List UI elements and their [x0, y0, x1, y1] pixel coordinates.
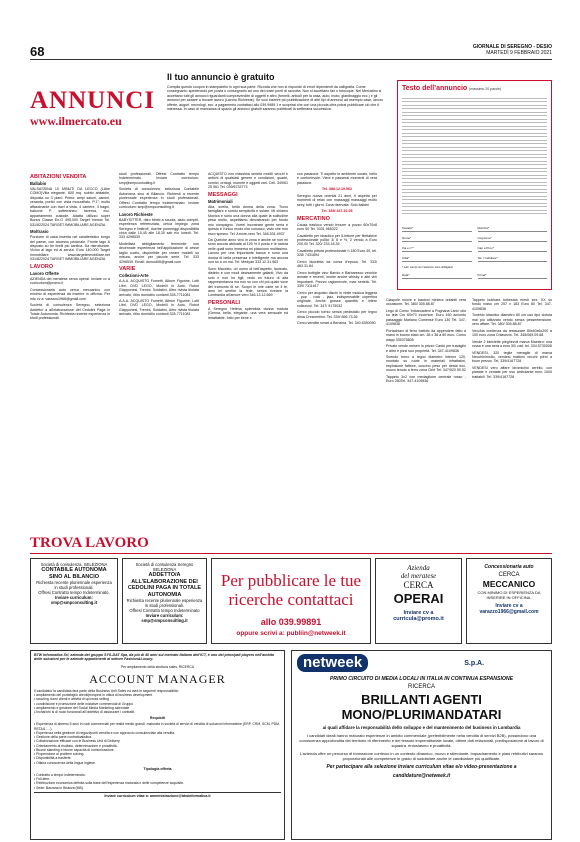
- netweek-email[interactable]: candidature@netweek.it: [392, 773, 451, 780]
- list-item: ACQUISTO con massima serietà mobili vecchi e antichi di qualsiasi genere e condizioni, quadri, cornici, orologi, monete e oggetti vari. Cell. 349/61 25 061 Tel. 039/6733773: [208, 172, 288, 190]
- manager-contact[interactable]: Inviare curriculum vitae a: amministrazione@btwinformatica.it: [34, 792, 281, 798]
- subsection-moltrasio: Moltrasio: [30, 229, 49, 235]
- list-item: Svendo torno a legno diametro interno 120, montato su ruote in materiali infrattatori, esplosione fattrice, cuscino peso per desta ecc. nuovo tenuto a ferro zona Cirié Tel. 347/920 50.52: [386, 354, 466, 373]
- section-personali: PERSONALI: [208, 299, 241, 306]
- section-messaggi: MESSAGGI: [208, 191, 238, 198]
- section-varie: VARIE: [119, 266, 136, 273]
- journal-name: GIORNALE DI SEREGNO - DESIO: [472, 44, 552, 50]
- netweek-tagline: PRIMO CIRCUITO DI MEDIA LOCALI IN ITALIA IN CONTINUA ESPANSIONE: [329, 676, 514, 682]
- section-lavoro: LAVORO: [30, 263, 54, 270]
- netweek-contact-line: Per partecipare alla selezione inviare curriculum vitae e/o video-presentazione a: [326, 763, 517, 770]
- list-item: Ciaspole nuove e bastoni miniera ontabili vera occasione. Tel. 380/ 305.88.87: [386, 298, 466, 307]
- list-item: studi professionali. Offresi Contratto tempo Indeterminato. Inviare curriculum: smp@smpconsulting.it: [119, 172, 199, 185]
- netweek-sub: ai quali affidare la responsabilità dello sviluppo e del mantenimento del business in Lombardia: [322, 724, 521, 730]
- netweek-spa: S.p.A.: [464, 659, 485, 667]
- job-ad-line: CERCA: [498, 572, 520, 578]
- coupon-fields: [402, 226, 547, 283]
- coupon-title-text: Testo dell’annuncio: [402, 85, 468, 92]
- field-data[interactable]: Data*: [402, 273, 472, 279]
- manager-title: ACCOUNT MANAGER: [89, 671, 226, 686]
- job-ad-role: MECCANICO: [482, 579, 536, 589]
- job-ad-role: ADDETTO/A ALL’ELABORAZIONE DEI CEDOLINI PAGA IN TOTALE AUTONOMIA: [127, 572, 202, 598]
- column-1: [30, 172, 110, 323]
- issue-date: MARTEDÌ 9 FEBBRAIO 2021: [486, 50, 552, 56]
- list-item: AZIENDA del meratese cerca operai. Inviare cv a curriculum@promo.it: [30, 276, 110, 286]
- job-ad-role: OPERAI: [393, 591, 444, 606]
- page-header: [30, 44, 552, 60]
- section-mercatino: MERCATINO: [297, 215, 330, 222]
- manager-responsibilities: • ampliamento del portafoglio clienti/prospect in ottica di business development • scouting nuovi clienti e attività di up/cross selling • condivisione e promozione delle iniziative commerciali di Gruppo • ampliamento e gestione del Social Media Marketing aziendale L’incharichi si di ruolo funzionali all’obiettivo di assicurare i contratti.: [34, 693, 153, 715]
- list-item: A.A.A. ACQUISTO Fumetti, Album Figurine, Lotti Libri, DVD LEGO, Modelli in Auto, Robot Giapponesi, Trenini, Soldatini, Altro rivista titolata arrivato, ritiro domicilio contanti 328-7711081: [119, 298, 199, 317]
- list-item: Cerco per acquisto dischi in vinile musica leggera - pop - rock - jazz, indispensabile copertina originale. Anche grosse quantità e intere collezioni. Tel. 347/ 9175032: [297, 290, 377, 308]
- job-ad-line: CON MINIMO DI ESPERIENZA DA INSERIRE IN OFFICINA.: [477, 590, 541, 600]
- free-ad-info: [167, 72, 387, 157]
- list-item: Da Quelche anno vivo in zona e anche se non mi sono ancora abituata al 100 % il posto e le natura nelle quali sono immersa mi piacciono moltissimo. Lavoro per una importante banca e sono una donna di bella presenza e intelligente ma ancora non so a un ma. Tel. Medyan 333.12.31.963: [208, 237, 288, 265]
- netweek-text-1: I candidati ideali hanno maturato esperienze in ambito commerciale (preferibilmente nella vendita di servizi B2B), possiedono una conoscenza approfondita del territorio di riferimento e del tessuto imprenditoriale locale, ottime doti relazionali, predisposizione al lavoro di squadra, entusiasmo e proattività.: [299, 732, 544, 748]
- field-cap[interactable]: Cap e Prov.*: [478, 246, 548, 252]
- list-item: Cerco bicicletta da corsa d’epoca. Tel. 333/ 463.31.84: [297, 259, 377, 269]
- publish-headline: Per pubblicare le tue ricerche contattaci: [220, 571, 362, 609]
- job-ad-meccanico: [466, 558, 552, 644]
- job-ad-operai: [375, 558, 462, 644]
- job-ad-email[interactable]: smp@smpconsulting.it: [50, 600, 98, 605]
- phone-number: Tel. 388.12.19.962: [322, 187, 352, 192]
- job-ad-line: Concessionaria auto: [484, 564, 534, 570]
- job-ad-line: Azienda: [407, 564, 430, 572]
- list-item: Tappeto 3x2 con medaglione centrale rosso - Euro 280Tel. 347-4109836: [386, 374, 466, 384]
- job-ad-role: CONTABILE AUTONOMA SINO AL BILANCIO: [41, 567, 107, 580]
- job-ad-line: Società di consulenza, SELEZIONA: [40, 562, 108, 567]
- netweek-text-2: L’azienda offre un percorso di formazione continuo in un contesto dinamico, nuovo e stimolante. Inquadramento e piani retributivi saranno proporzionati alle competenze in grado di soddisfare anche le candidature più qualificate.: [299, 750, 544, 761]
- job-ad-line: Richiesta recente pluriennale esperienza in studi professionali.: [36, 580, 112, 590]
- manager-requirements: • Esperienza di almeno 5 anni in ruoli commerciali per realtà medio grandi, maturata in società di servizi di vendita di soluzioni informatiche (ERP, CRM, SCM, PDM, RETAIL, ...). • Esperienza nella gestione di negozi/punti vendita e con approccio consulenziale alla vendita. • Gestione della parte contrattualistica. • Collaborazione efficace con le Business Unit di Delivery. • Orientamento al risultato, determinazione e proattività. • Buone standing e buone capacità di comunicazione. • Propensione al problem solving. • Disponibilità a trasferte. • Ottima conoscenza della lingua inglese.: [34, 722, 280, 765]
- list-item: Causa trasloco vendo frezzer a pozzo 60x70x8 euro 50 Tel. 0331.965322: [297, 222, 377, 232]
- trova-lavoro-heading: TROVA LAVORO: [30, 535, 149, 551]
- ad-coupon-form: [397, 80, 552, 290]
- list-item: Vende 2 biciclette pieghevoli marca Maestro: una rossa e una nera a euro 50/ cad. tel. 334.5730008: [472, 339, 552, 349]
- coupon-note: * tutti i campi con l’asterisco sono obbligatori: [402, 266, 454, 269]
- column-5: [386, 298, 466, 386]
- list-item: Portachiavi di ferro battuto da appendere fatto a mano in buono stato cm. 38 x 38 a 60 euro. Como wapp 335375808: [386, 328, 466, 342]
- field-firma[interactable]: Firma*: [478, 273, 548, 279]
- column-2: [119, 172, 199, 319]
- manager-requisiti-heading: Requisiti: [149, 716, 166, 721]
- job-ad-line: Società di consulenza Seregno SELEZIONA: [135, 562, 194, 572]
- section-abitazioni: ABITAZIONI VENDITA: [30, 174, 87, 180]
- subsection-lavoro-richieste: Lavoro Richieste: [119, 211, 153, 217]
- field-via[interactable]: Via e n°*: [402, 246, 472, 252]
- list-item: Privato vende mesen in prizzo Cantù per travaglio e altro e pizzi suo proprietà. Tel. 347-4109836: [386, 344, 466, 353]
- manager-subtitle: Per ampliamento della struttura sales, RICERCA: [120, 664, 195, 669]
- column-3: [208, 172, 288, 322]
- subsection-ballabio: Ballabio: [30, 181, 47, 186]
- subsection-matrimoniali: Matrimoniali: [208, 198, 233, 204]
- list-item: A Seregno Helena splendida donna matura (Genna, bella, elegante, una vera sensuale ed intrattabile, tutto per bene e: [208, 306, 288, 320]
- column-6: [472, 298, 552, 381]
- job-ad-line: Inviare curriculum:: [55, 595, 93, 600]
- job-ad-line: Offresi Contratto tempo Indeterminato.: [38, 590, 110, 595]
- list-item: Vecchia credenza da restaurare 80x40x6x200 a 100 euro zona Chiavezio. Tel. 345/069.09.68: [472, 328, 552, 338]
- job-ad-email[interactable]: curricula@promo.it: [393, 616, 444, 622]
- divider: [30, 553, 552, 554]
- job-ad-line: Richiesta recente pluriennale esperienza in studi professionali.: [126, 598, 203, 608]
- coupon-text-lines[interactable]: [402, 95, 547, 214]
- list-item: Cerco piccolo tornio senza piedistallo per legno dima Crescentino. Tel. 339/ 866.73.36: [297, 310, 377, 319]
- netweek-ad: [291, 650, 552, 840]
- field-cognome[interactable]: Cognome*: [478, 236, 548, 242]
- coupon-title: [402, 85, 547, 92]
- list-item: VENDESI vero affare idromichio cerello, con pianale e ventate per uso ambulante euro 1000 trattabili. Tel. 339/4167728: [472, 365, 552, 379]
- list-item: Tonbhio idraulico diametro 80 cm uso tipo ciotola mai più utilizzato vendo senza pessertensione, vero affare. Tel. 380/ 305.88.87: [472, 313, 552, 327]
- list-item: BABYSITTER, ritiro bimbi a scuola, aiuto compiti, esperienza referenziata, cerca impiego zona Seregno e limitrofi, due/tre pomeriggi disponibilità circa dalle 15,45 alle 18,30 sab e/o lunedì. Tel. 333 4296539: [119, 217, 199, 240]
- job-ad-contabile: [30, 558, 118, 644]
- list-item: Seregno nuova oriental 21 anni, ti aspetta per momenti di relax con massaggi massaggi molto sexy, tutti i giorni. Zona riservata. Solo italiani: [297, 193, 377, 207]
- list-item: Tappeto bukhara turkestan mesh sez. XX su fondo rosso cm 257 x 183 Euro 80 Tel. 347-4109836: [472, 298, 552, 311]
- list-item: Sono Maurizio, un uomo di bell’aspetto, laureato, distinto e con modi decisamente galanti; Vivo da solo e non ho figli, vedo un futuro di alta rappresentanza ma non so con chi poi quale voce del tramonto di se. Scopri le mie carte se il te, amo lei sentire la fede, senza rivelare la Lombardia all’amore vero 346.13.12.669: [208, 266, 288, 298]
- annunci-title: ANNUNCI: [30, 87, 156, 114]
- netweek-role-1: BRILLANTI AGENTI: [361, 691, 482, 707]
- list-item: Cerco vendite smart a Benzina. Tel. 340.5350090: [297, 321, 376, 326]
- publish-contact-ad: [211, 558, 371, 644]
- subsection-lavoro-offerte: Lavoro Offerte: [30, 270, 59, 276]
- list-item: VENDESI, 320 teglie meraglie di marca Necchinimolto, vendesi mattoni vecchi pieni a buon prezzo. Tel. 339/4167728: [472, 350, 552, 364]
- column-4: [297, 172, 377, 328]
- job-ad-line: Inviare cv a: [495, 603, 523, 609]
- page-number: 68: [30, 44, 45, 59]
- publish-email[interactable]: oppure scrivi a: publiin@netweek.it: [236, 630, 346, 637]
- field-testata[interactable]: Testata*: [402, 226, 472, 232]
- job-ad-line: Offresi Contratto tempo Indeterminato: [129, 608, 200, 613]
- journal-masthead: [473, 44, 552, 56]
- field-rubrica[interactable]: Rubrica*: [478, 226, 548, 232]
- job-ad-email[interactable]: varazzo1966@gmail.com: [479, 609, 539, 615]
- list-item: Alta, snella, bella donna della zona. Trovo famigliare e sorrisi semplicità e solare. Mi chiamo Monica e sono una donna alla quale la solitudine pesa molto, aspettiamo dimostrando per fondo mio compagno. Vorrei incontrare gente seria e questo è l’unico modo che conosco, visto che non esco spesso. Tel. Amore-vero Tel. 346.531.4937: [208, 204, 288, 236]
- job-ad-line: CERCA: [403, 580, 434, 590]
- field-citta[interactable]: Città*: [402, 256, 472, 262]
- list-item: VALSASSINA 10 MINUTI DA LECCO (LAke COMO)Villa elegante, 600 mq. subito abitabile, disposta su 3 piani: Primo: ampi saloni, camini, veranda, portici con vista mozzafiato. P.1°: molto affascinante con travi a vista, 4 camere, 3 bagni, balcone P. sotterraneo: taverna, ecc. appartamento custode. Adatta utilizzo super Bonus Classe En.G 495,000 Target Immob Tel. 031/822024 TARGET IMMOBILIARE AGENZIA: [30, 187, 110, 227]
- job-ad-cedolini: [122, 558, 207, 644]
- list-item: con passione. Ti aspetto in ambiente curato, bello e confortevole. Vieni e passerai momenti di vera passione.: [297, 172, 377, 185]
- netweek-ricerca: RICERCA: [407, 683, 435, 690]
- list-item: Cavalletto pittura professionale h 180 Euro 40, tel. 328/ 7431894: [297, 248, 377, 258]
- netweek-role-2: MONO/PLURIMANDATARI: [341, 706, 502, 722]
- list-item: Porzione di casa inserita nel caratteristico borgo del paese, con accesso pedonale. Fronte lago & disposto su tre livelli più cantina. Da ristrutturare. Vicino al lago ed ai servizi. Euro 140,000 Target Immobiliare www.targetimmobiliare.net 031/822024 TARGET IMMOBILIARE AGENZIA: [30, 235, 110, 262]
- annunci-website[interactable]: www.ilmercato.eu: [30, 114, 122, 128]
- coupon-subtitle: (massimo 20 parole): [469, 87, 502, 91]
- annunci-banner: [30, 88, 160, 132]
- account-manager-ad: [30, 650, 285, 840]
- list-item: Lego di Como ‘Imbarcadero a Pognana Lario’ olio su tela Cm 60x70 incornice. Euro 160 acconto passaggio Mariano Comense Euro 130 Tel. 347-4109836: [386, 308, 466, 327]
- job-ad-line: Inviare cv a: [403, 610, 434, 616]
- list-item: Società di consulenza Seregno, seleziona Addetto/ a all’elaborazione dei Cedolini Paga in Totale Autonomia. Richiesta recente esperienza in studi professionali.: [30, 303, 110, 321]
- field-nome[interactable]: Nome*: [402, 236, 472, 242]
- list-item: Cavalletto per idraulico per 5-letture per filettatrice professionale pollici 3/ 8 e ½, 2 vendo a Euro 200,00 Tel. 320/ 233.18.39: [297, 233, 377, 247]
- subsection-collezioni: Collezioni-Arte: [119, 273, 149, 279]
- manager-intro: BTW Informatica Srl, azienda del gruppo SYS-DAT Spa, da più di 40 anni sul mercato italiano dell’ICT, è uno dei principali players nell’ambito delle soluzioni per le aziende appartenenti al settore Fashion&Luxury.: [34, 653, 275, 662]
- manager-line: Il candidato/ la candidata farà parte della Business Unit Sales ed avrà le seguenti responsabilità:: [34, 688, 179, 693]
- field-tel[interactable]: Tel. / Cellulare*: [478, 256, 548, 262]
- free-ad-text: Compila questo coupon in stampatello in ogni sua parte. Ricorda che non si risponde di errori dipendenti da calligrafia. Come consegnarlo: spedendolo per posta o consegnarlo ad uno dei nostri punti di raccolta. Non si accettano fax o fotocopie. Nel Mercatino si accettano tutti gli annunci riguardanti compravendite di oggetti e altro (fornelli, articoli per la casa, auto, moto, giardinaggio ecc.) e gli annunci per aiutare a trovare lavoro (Lavoro Richieste). Se vuoi inserire più pubblicazione di altri tipi di annunci ad esempio case, lavoro offerte, auguri, necrologi, ecc. a pagamento contattaci allo 039.9989.1 e scoprirai che con una piccola cifra potrai pubblicare ciò che ti interessa. In caso di mancanza di spazio gli annunci gratuiti saranno pubblicati la settimana successiva.: [167, 85, 383, 112]
- phone-number: Tel. 339/ 447.32.05: [321, 209, 353, 214]
- list-item: Società di consulenza, seleziona Contabile Autonoma sino al Bilancio. Richiesti a recente pluriennale esperienza in studi professionali. Offresi Contratto tempo Indeterminato. Inviare curriculum: smp@smpconsulting.it: [119, 187, 199, 210]
- manager-offer-heading: Tipologia offerta: [143, 766, 172, 771]
- job-ad-line: Inviare curriculum:: [145, 613, 184, 618]
- job-ad-line: del meratese: [400, 572, 437, 580]
- job-ad-email[interactable]: smp@smpconsulting.it: [141, 618, 188, 623]
- list-item: Concessionaria auto cerca meccanico con minimo di esperienza da inserire in officina. Per info cv a: varazzo1966@gmail.com: [30, 287, 110, 301]
- free-ad-title: Il tuo annuncio è gratuito: [167, 72, 275, 82]
- list-item: A.A.A. ACQUISTO Fumetti, Album Figurine, Lotti Libri, DVD LEGO, Modelli in Auto, Robot Giapponesi, Trenini, Soldatini, Altro rivista titolata arrivato, ritiro domicilio contanti 328-7711081: [119, 279, 199, 297]
- publish-phone[interactable]: allo 039.99891: [260, 617, 322, 627]
- list-item: Cerco bottiglie vino Barolo e Barbaresco vecchie annate e recenti, inoltre anche whisky e altri vini importanti. Prezzo ragionevole, max serietà. Tel. 339/ 7311617: [297, 270, 377, 289]
- netweek-logo-mark: netweek: [297, 654, 368, 672]
- manager-offer: • Contratto a tempo indeterminato. • Full-time. • Retribuzione economica definita sulla base dell’esperienza maturata e delle competenze acquisite. • Sede: Barzana in Brianza (MB).: [34, 772, 185, 790]
- netweek-logo: [297, 654, 546, 672]
- list-item: Modellista abbigliamento femminile con decennale esperienza nell’applicazione di cesse taglio cucito, disponibile per creare modelli su misura, anche per piccole serie. Tel. 333 4296539. Email: domod06@gmail.com: [119, 241, 199, 264]
